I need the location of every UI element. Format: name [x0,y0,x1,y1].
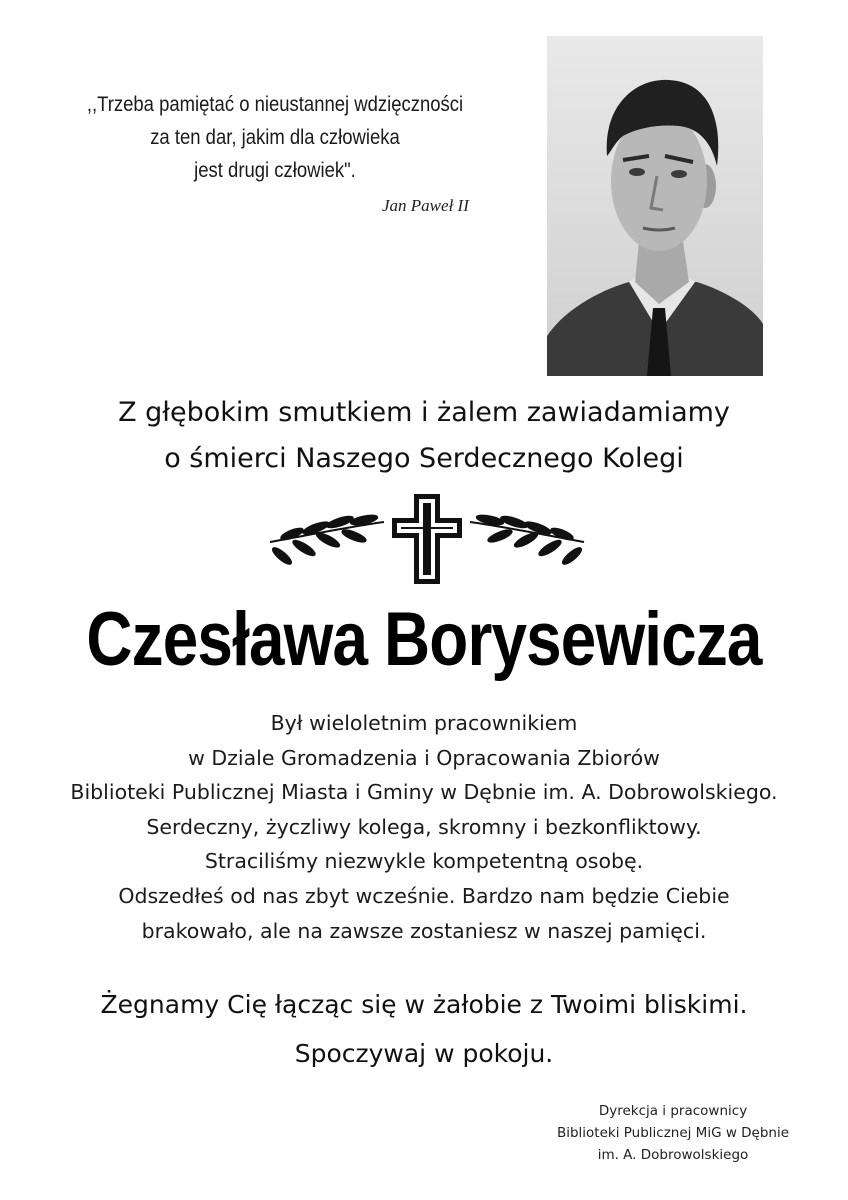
obituary-line: Biblioteki Publicznej Miasta i Gminy w Dębnie im. A. Dobrowolskiego. [70,780,778,805]
portrait-photo [547,36,763,376]
obituary-text [0,706,848,948]
deceased-name: Czesława Borysewicza [86,597,762,682]
obituary-line: Był wieloletnim pracownikiem [270,711,578,735]
signature-line: Dyrekcja i pracownicy [598,1103,748,1119]
quote-line: jest drugi człowiek". [194,159,356,182]
cross-with-laurel-icon [264,492,590,586]
obituary-line: Serdeczny, życzliwy kolega, skromny i bezkonfliktowy. [146,814,702,839]
quote-line: ,,Trzeba pamiętać o nieustannej wdzięczności [86,93,464,116]
announcement-line: Z głębokim smutkiem i żalem zawiadamiamy [118,397,730,428]
quote-author: Jan Paweł II [382,196,469,215]
announcement-line: o śmierci Naszego Serdecznego Kolegi [164,443,684,474]
obituary-line: Odszedłeś od nas zbyt wcześnie. Bardzo nam będzie Ciebie [118,883,730,908]
obituary-line: brakowało, ale na zawsze zostaniesz w naszej pamięci. [141,918,707,943]
signature-line: Biblioteki Publicznej MiG w Dębnie [556,1125,790,1141]
farewell-line: Żegnamy Cię łącząc się w żałobie z Twoimi bliskimi. [100,990,748,1019]
rest-in-peace-line: Spoczywaj w pokoju. [294,1039,554,1068]
obituary-line: Straciliśmy niezwykle kompetentną osobę. [204,849,644,874]
quote-line: za ten dar, jakim dla człowieka [150,126,400,149]
announcement [0,390,848,482]
obituary-line: w Dziale Gromadzenia i Opracowania Zbiorów [188,745,660,770]
signature [520,1100,826,1166]
signature-line: im. A. Dobrowolskiego [597,1147,749,1163]
quote [51,88,500,187]
